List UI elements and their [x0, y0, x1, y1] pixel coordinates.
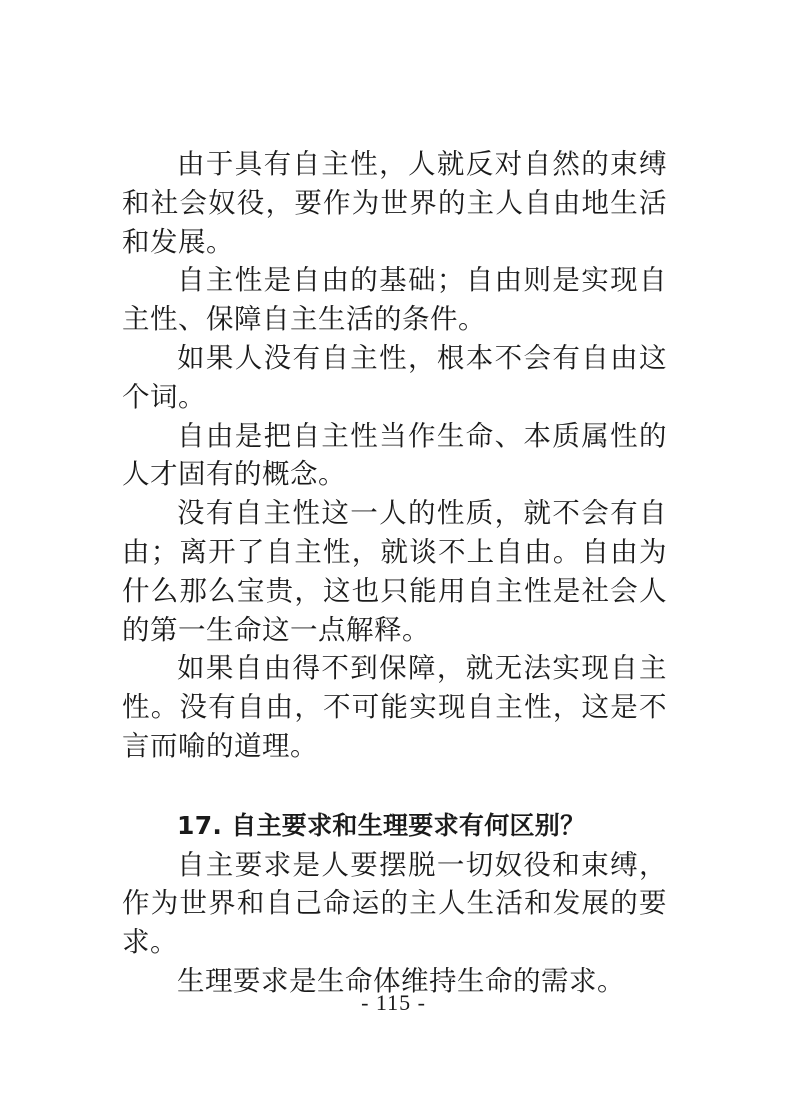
page-number: - 115 -: [361, 990, 426, 1015]
page-body: [122, 145, 667, 1001]
paragraph: 自主性是自由的基础；自由则是实现自主性、保障自主生活的条件。: [122, 264, 667, 336]
paragraph: 自由是把自主性当作生命、本质属性的人才固有的概念。: [122, 419, 667, 491]
paragraph: 生理要求是生命体维持生命的需求。: [177, 964, 625, 997]
paragraph: 如果人没有自主性，根本不会有自由这个词。: [122, 341, 667, 413]
paragraph: 没有自主性这一人的性质，就不会有自由；离开了自主性，就谈不上自由。自由为什么那么宝贵，这也只能用自主性是社会人的第一生命这一点解释。: [122, 497, 667, 646]
section-heading: 17. 自主要求和生理要求有何区别？: [177, 810, 586, 840]
paragraph: 由于具有自主性，人就反对自然的束缚和社会奴役，要作为世界的主人自由地生活和发展。: [122, 148, 667, 258]
paragraph: 如果自由得不到保障，就无法实现自主性。没有自由，不可能实现自主性，这是不言而喻的道理。: [122, 652, 667, 762]
paragraph: 自主要求是人要摆脱一切奴役和束缚，作为世界和自己命运的主人生活和发展的要求。: [122, 848, 667, 959]
